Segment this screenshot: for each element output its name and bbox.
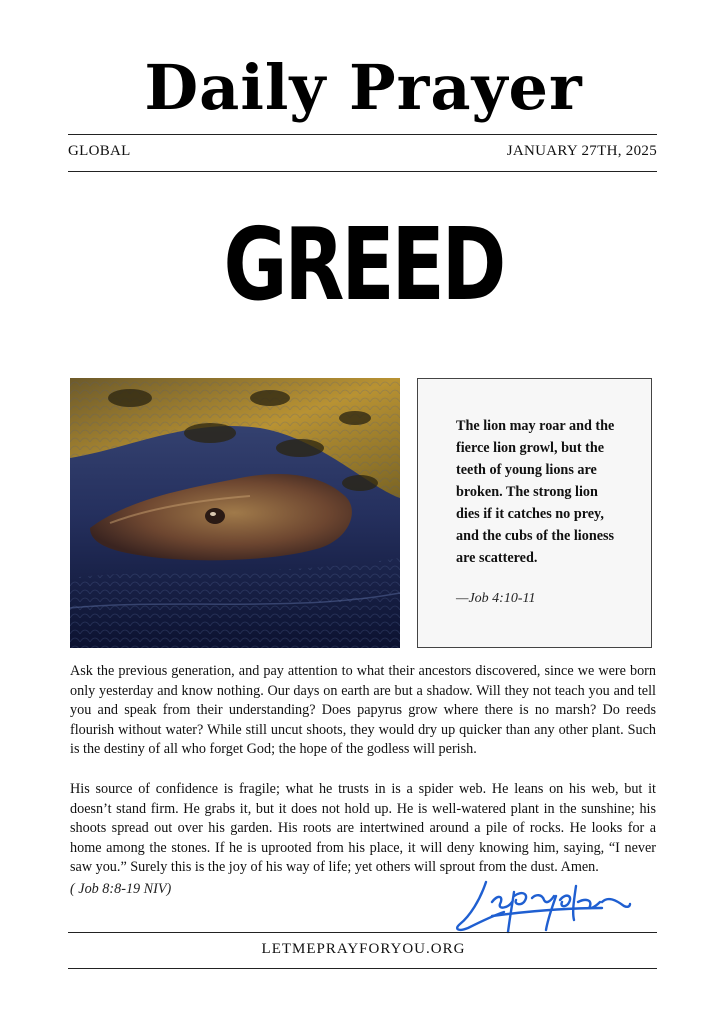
dateline-rule (68, 171, 657, 172)
scripture-citation: ( Job 8:8-19 NIV) (70, 881, 172, 897)
footer-rule-top (68, 932, 657, 933)
snake-photo (70, 378, 400, 648)
region-label: GLOBAL (68, 143, 131, 159)
masthead-title: Daily Prayer (144, 51, 583, 124)
signature (452, 872, 632, 938)
footer-rule-bottom (68, 968, 657, 969)
dateline (68, 143, 657, 163)
top-rule (68, 134, 657, 135)
body-paragraph: Ask the previous generation, and pay attention to what their ancestors discovered, since we were born only yesterday and know nothing. Our days on earth are but a shadow. Will they not teach you and tell you and speak from their understanding? Does papyrus grow where there is no marsh? Do reeds flourish without water? While still uncut shoots, they would dry up quicker than any other plant. Such is the destiny of all who forget God; the hope of the godless will perish. (70, 663, 656, 758)
headline: GREED (223, 206, 504, 323)
date-label: JANUARY 27TH, 2025 (506, 143, 657, 159)
body-paragraph: His source of confidence is fragile; what he trusts in is a spider web. He leans on his web, but it doesn’t stand firm. He grabs it, but it does not hold up. He is well-watered plant in the sunshine; his shoots spread out over his garden. His roots are intertwined around a pile of rocks. He looks for a home among the stones. If he is uprooted from his place, it will deny knowing him, saying, “I never saw you.” Surely this is the joy of his way of life; yet others will sprout from the dust. Amen. (70, 780, 656, 876)
quote-reference: —Job 4:10-11 (456, 591, 536, 606)
footer-site[interactable]: LETMEPRAYFORYOU.ORG (261, 941, 466, 957)
quote-box (417, 378, 652, 648)
body-text (70, 662, 656, 898)
quote-text: The lion may roar and the fierce lion growl, but the teeth of young lions are broken. The strong lion dies if it catches no prey, and the cubs of the lioness are scattered. (456, 418, 615, 566)
